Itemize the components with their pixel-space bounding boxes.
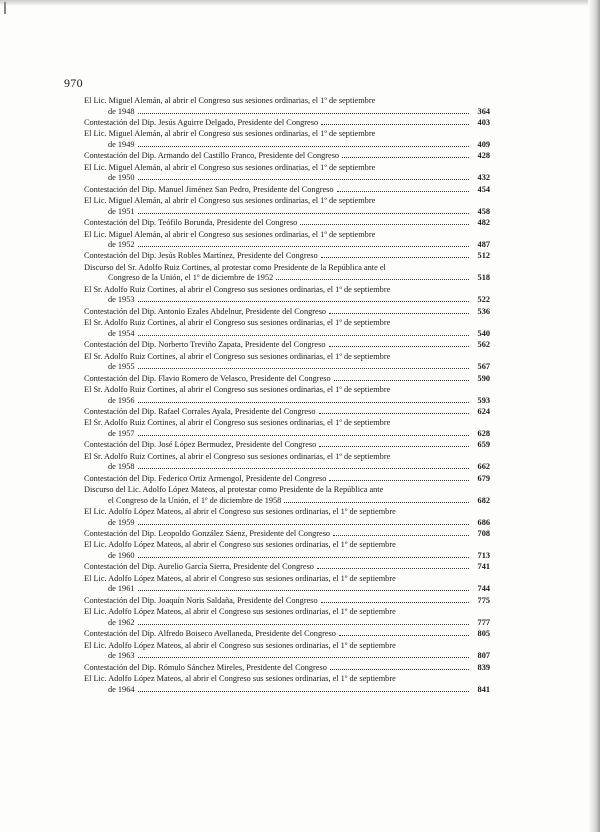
toc-entry-text: El Lic. Miguel Alemán, al abrir el Congreso sus sesiones ordinarias, el 1º de septiembre [84, 162, 376, 172]
toc-entry-text: El Lic. Adolfo López Mateos, al abrir el Congreso sus sesiones ordinarias, el 1º de septiembre [84, 573, 396, 583]
toc-entry-text: de 1949 [108, 139, 135, 149]
toc-entry-text: de 1957 [108, 428, 135, 438]
toc-entry-text: Contestación del Dip. Federico Ortiz Armengol, Presidente del Congreso [84, 473, 327, 483]
toc-entry [84, 507, 490, 528]
toc-entry [84, 674, 490, 695]
toc-page-number: 409 [477, 139, 490, 149]
scan-mark [4, 2, 6, 14]
toc-page-number: 686 [477, 517, 490, 527]
toc-entry-text: Contestación del Dip. Armando del Castillo Franco, Presidente del Congreso [84, 151, 340, 161]
toc-entry-line [84, 474, 490, 485]
dot-leader [138, 685, 470, 692]
toc-page-number: 512 [477, 251, 490, 261]
dot-leader [138, 584, 470, 591]
toc-entry-line [84, 352, 490, 363]
toc-entry [84, 607, 490, 628]
toc-page-number: 482 [477, 218, 490, 228]
dot-leader [138, 618, 470, 625]
toc-entry [84, 118, 490, 129]
toc-entry-text: El Lic. Miguel Alemán, al abrir el Congreso sus sesiones ordinarias, el 1º de septiembre [84, 129, 376, 139]
toc-entry [84, 418, 490, 439]
toc-entry-line [84, 230, 490, 241]
dot-leader [138, 107, 470, 114]
toc-entry-text: de 1961 [108, 584, 135, 594]
toc-page-number: 841 [477, 684, 490, 694]
dot-leader [333, 529, 469, 536]
toc-page-number: 562 [477, 340, 490, 350]
toc-entry [84, 452, 490, 473]
toc-page-number: 403 [477, 117, 490, 127]
dot-leader [329, 307, 469, 314]
toc-entry-text: de 1950 [108, 173, 135, 183]
toc-page-number: 432 [477, 173, 490, 183]
toc-entry-text: de 1959 [108, 517, 135, 527]
toc-entry-text: de 1953 [108, 295, 135, 305]
toc-entry-line [84, 674, 490, 685]
toc-page-number: 628 [477, 428, 490, 438]
toc-entry-line [84, 529, 490, 540]
toc-entry-text: de 1958 [108, 462, 135, 472]
toc-entry-text: Contestación del Dip. Norberto Treviño Zapata, Presidente del Congreso [84, 340, 326, 350]
toc-entry-line [84, 485, 490, 496]
toc-page-number: 805 [477, 629, 490, 639]
dot-leader [138, 295, 470, 302]
toc-entry [84, 129, 490, 150]
toc-page-number: 522 [477, 295, 490, 305]
dot-leader [334, 374, 469, 381]
toc-entry-text: de 1963 [108, 651, 135, 661]
toc-page-number: 659 [477, 440, 490, 450]
toc-entry-line [84, 440, 490, 451]
toc-entry-text: de 1948 [108, 106, 135, 116]
toc-entry-line [84, 607, 490, 618]
toc-entry-line [84, 574, 490, 585]
toc-page-number: 624 [477, 406, 490, 416]
dot-leader [321, 118, 469, 125]
toc-entry-line [84, 218, 490, 229]
dot-leader [276, 273, 469, 280]
toc-entry [84, 440, 490, 451]
dot-leader [319, 440, 469, 447]
toc-entry [84, 474, 490, 485]
toc-page-number: 593 [477, 395, 490, 405]
toc-entry-text: El Lic. Miguel Alemán, al abrir el Congreso sus sesiones ordinarias, el 1º de septiembre [84, 229, 376, 239]
toc-entry-text: Contestación del Dip. Jesús Aguirre Delgado, Presidente del Congreso [84, 117, 319, 127]
toc-page-number: 662 [477, 462, 490, 472]
toc-entry [84, 574, 490, 595]
toc-entry-text: de 1952 [108, 240, 135, 250]
toc-entry-text: Contestación del Dip. Teófilo Borunda, Presidente del Congreso [84, 218, 298, 228]
toc-entry-text: Contestación del Dip. Aurelio García Sierra, Presidente del Congreso [84, 562, 314, 572]
toc-entry [84, 352, 490, 373]
toc-entry [84, 641, 490, 662]
dot-leader [138, 173, 470, 180]
toc-entry-line [84, 318, 490, 329]
toc-entry-text: Contestación del Dip. Leopoldo González Sáenz, Presidente del Congreso [84, 529, 331, 539]
toc-entry-text: de 1956 [108, 395, 135, 405]
dot-leader [330, 663, 469, 670]
table-of-contents [84, 96, 490, 695]
toc-entry-line [84, 374, 490, 385]
toc-page-number: 713 [477, 551, 490, 561]
toc-page-number: 708 [477, 529, 490, 539]
toc-entry-line [84, 340, 490, 351]
toc-entry [84, 218, 490, 229]
toc-entry [84, 562, 490, 573]
toc-entry-line [84, 562, 490, 573]
toc-entry [84, 340, 490, 351]
toc-entry-text: el Congreso de la Unión, el 1º de diciembre de 1958 [108, 495, 282, 505]
toc-entry [84, 529, 490, 540]
dot-leader [138, 329, 470, 336]
toc-entry-continuation-line [84, 295, 490, 306]
toc-page-number: 428 [477, 151, 490, 161]
toc-page-number: 536 [477, 306, 490, 316]
toc-entry-line [84, 663, 490, 674]
toc-entry-text: El Lic. Adolfo López Mateos, al abrir el Congreso sus sesiones ordinarias, el 1º de septiembre [84, 640, 396, 650]
toc-page-number: 540 [477, 328, 490, 338]
toc-entry-text: de 1951 [108, 206, 135, 216]
dot-leader [138, 140, 470, 147]
toc-entry-text: El Sr. Adolfo Ruiz Cortines, al abrir el Congreso sus sesiones ordinarias, el 1º de septiembre [84, 418, 391, 428]
toc-page-number: 487 [477, 240, 490, 250]
toc-entry-line [84, 263, 490, 274]
dot-leader [138, 362, 470, 369]
toc-entry [84, 374, 490, 385]
toc-entry-text: El Sr. Adolfo Ruiz Cortines, al abrir el Congreso sus sesiones ordinarias, el 1º de septiembre [84, 318, 391, 328]
dot-leader [317, 562, 469, 569]
toc-entry-text: El Lic. Adolfo López Mateos, al abrir el Congreso sus sesiones ordinarias, el 1º de septiembre [84, 507, 396, 517]
toc-entry [84, 407, 490, 418]
toc-entry-text: El Sr. Adolfo Ruiz Cortines, al abrir el Congreso sus sesiones ordinarias, el 1º de septiembre [84, 384, 391, 394]
toc-entry-text: El Sr. Adolfo Ruiz Cortines, al abrir el Congreso sus sesiones ordinarias, el 1º de septiembre [84, 284, 391, 294]
toc-page-number: 839 [477, 662, 490, 672]
toc-entry-line [84, 163, 490, 174]
toc-entry-text: de 1960 [108, 551, 135, 561]
toc-entry-text: Discurso del Sr. Adolfo Ruiz Cortines, al protestar como Presidente de la República ante el [84, 262, 386, 272]
toc-page-number: 775 [477, 595, 490, 605]
toc-entry-text: El Lic. Adolfo López Mateos, al abrir el Congreso sus sesiones ordinarias, el 1º de septiembre [84, 607, 396, 617]
toc-entry-continuation-line [84, 618, 490, 629]
dot-leader [319, 407, 470, 414]
toc-entry-text: Contestación del Dip. Alfredo Boiseco Avellaneda, Presidente del Congreso [84, 629, 336, 639]
toc-page-number: 364 [477, 106, 490, 116]
toc-entry-line [84, 129, 490, 140]
toc-entry-line [84, 629, 490, 640]
toc-entry [84, 285, 490, 306]
dot-leader [138, 240, 470, 247]
toc-entry-text: Contestación del Dip. José López Bermudez, Presidente del Congreso [84, 440, 317, 450]
toc-entry-line [84, 285, 490, 296]
dot-leader [138, 462, 470, 469]
toc-entry-text: El Lic. Adolfo López Mateos, al abrir el Congreso sus sesiones ordinarias, el 1º de septiembre [84, 673, 396, 683]
toc-entry [84, 230, 490, 251]
toc-page-number: 744 [477, 584, 490, 594]
toc-page-number: 679 [477, 473, 490, 483]
toc-entry-line [84, 540, 490, 551]
toc-entry-continuation-line [84, 496, 490, 507]
toc-entry [84, 663, 490, 674]
toc-entry [84, 151, 490, 162]
toc-entry-continuation-line [84, 273, 490, 284]
toc-entry-text: El Lic. Adolfo López Mateos, al abrir el Congreso sus sesiones ordinarias, el 1º de septiembre [84, 540, 396, 550]
page-number: 970 [64, 76, 83, 90]
dot-leader [138, 651, 470, 658]
toc-page-number: 777 [477, 617, 490, 627]
dot-leader [284, 496, 469, 503]
dot-leader [342, 151, 469, 158]
toc-entry [84, 596, 490, 607]
toc-page-number: 454 [477, 184, 490, 194]
toc-page-number: 807 [477, 651, 490, 661]
toc-entry-continuation-line [84, 362, 490, 373]
toc-entry [84, 96, 490, 117]
toc-entry-line [84, 407, 490, 418]
toc-entry-continuation-line [84, 173, 490, 184]
dot-leader [138, 518, 470, 525]
toc-entry [84, 185, 490, 196]
toc-entry [84, 385, 490, 406]
toc-page-number: 741 [477, 562, 490, 572]
toc-entry-continuation-line [84, 551, 490, 562]
toc-entry-continuation-line [84, 518, 490, 529]
toc-entry [84, 307, 490, 318]
dot-leader [138, 551, 470, 558]
toc-entry-text: Contestación del Dip. Antonio Ezales Abdelnur, Presidente del Congreso [84, 306, 327, 316]
toc-entry [84, 485, 490, 506]
toc-entry-continuation-line [84, 584, 490, 595]
toc-entry-text: de 1955 [108, 362, 135, 372]
dot-leader [339, 629, 469, 636]
toc-entry-continuation-line [84, 429, 490, 440]
toc-entry-line [84, 196, 490, 207]
toc-entry-text: Contestación del Dip. Joaquín Noris Saldaña, Presidente del Congreso [84, 595, 318, 605]
toc-entry-continuation-line [84, 462, 490, 473]
toc-entry [84, 629, 490, 640]
toc-entry-text: Contestación del Dip. Manuel Jiménez San Pedro, Presidente del Congreso [84, 184, 334, 194]
toc-entry-continuation-line [84, 329, 490, 340]
toc-entry-text: El Sr. Adolfo Ruiz Cortines, al abrir el Congreso sus sesiones ordinarias, el 1º de septiembre [84, 351, 391, 361]
toc-entry [84, 163, 490, 184]
dot-leader [321, 596, 469, 603]
toc-entry [84, 196, 490, 217]
dot-leader [138, 207, 470, 214]
dot-leader [300, 218, 469, 225]
toc-entry-continuation-line [84, 651, 490, 662]
toc-entry [84, 318, 490, 339]
toc-entry [84, 251, 490, 262]
toc-entry-text: de 1954 [108, 328, 135, 338]
toc-entry-text: Contestación del Dip. Jesús Robles Martínez, Presidente del Congreso [84, 251, 318, 261]
dot-leader [321, 251, 469, 258]
toc-page-number: 682 [477, 495, 490, 505]
toc-page-number: 590 [477, 373, 490, 383]
toc-entry-continuation-line [84, 140, 490, 151]
toc-entry-text: de 1962 [108, 617, 135, 627]
toc-entry [84, 540, 490, 561]
scan-shadow-top [0, 0, 600, 6]
toc-entry-text: El Sr. Adolfo Ruiz Cortines, al abrir el Congreso sus sesiones ordinarias, el 1º de septiembre [84, 451, 391, 461]
toc-entry-line [84, 251, 490, 262]
toc-entry-continuation-line [84, 107, 490, 118]
toc-entry-text: Contestación del Dip. Flavio Romero de Velasco, Presidente del Congreso [84, 373, 331, 383]
toc-entry-line [84, 96, 490, 107]
toc-entry-continuation-line [84, 685, 490, 696]
dot-leader [329, 340, 470, 347]
toc-entry-line [84, 118, 490, 129]
toc-entry [84, 263, 490, 284]
toc-entry-text: de 1964 [108, 684, 135, 694]
dot-leader [329, 474, 469, 481]
dot-leader [138, 396, 470, 403]
toc-entry-text: El Lic. Miguel Alemán, al abrir el Congreso sus sesiones ordinarias, el 1º de septiembre [84, 96, 376, 105]
toc-entry-continuation-line [84, 396, 490, 407]
scan-shadow-right [588, 0, 600, 832]
toc-entry-continuation-line [84, 240, 490, 251]
toc-entry-text: Contestación del Dip. Rómulo Sánchez Mireles, Presidente del Congreso [84, 662, 327, 672]
toc-entry-line [84, 507, 490, 518]
toc-entry-line [84, 185, 490, 196]
toc-entry-line [84, 385, 490, 396]
toc-entry-continuation-line [84, 207, 490, 218]
toc-page-number: 458 [477, 206, 490, 216]
toc-entry-line [84, 596, 490, 607]
dot-leader [138, 429, 470, 436]
toc-entry-line [84, 452, 490, 463]
toc-entry-text: Congreso de la Unión, el 1º de diciembre de 1952 [108, 273, 274, 283]
toc-entry-line [84, 418, 490, 429]
toc-page-number: 567 [477, 362, 490, 372]
toc-page-number: 518 [477, 273, 490, 283]
toc-entry-text: El Lic. Miguel Alemán, al abrir el Congreso sus sesiones ordinarias, el 1º de septiembre [84, 196, 376, 206]
toc-entry-line [84, 641, 490, 652]
dot-leader [337, 185, 469, 192]
toc-entry-text: Discurso del Lic. Adolfo López Mateos, al protestar como Presidente de la República ante [84, 485, 384, 495]
toc-entry-line [84, 151, 490, 162]
toc-entry-line [84, 307, 490, 318]
toc-entry-text: Contestación del Dip. Rafael Corrales Ayala, Presidente del Congreso [84, 406, 316, 416]
